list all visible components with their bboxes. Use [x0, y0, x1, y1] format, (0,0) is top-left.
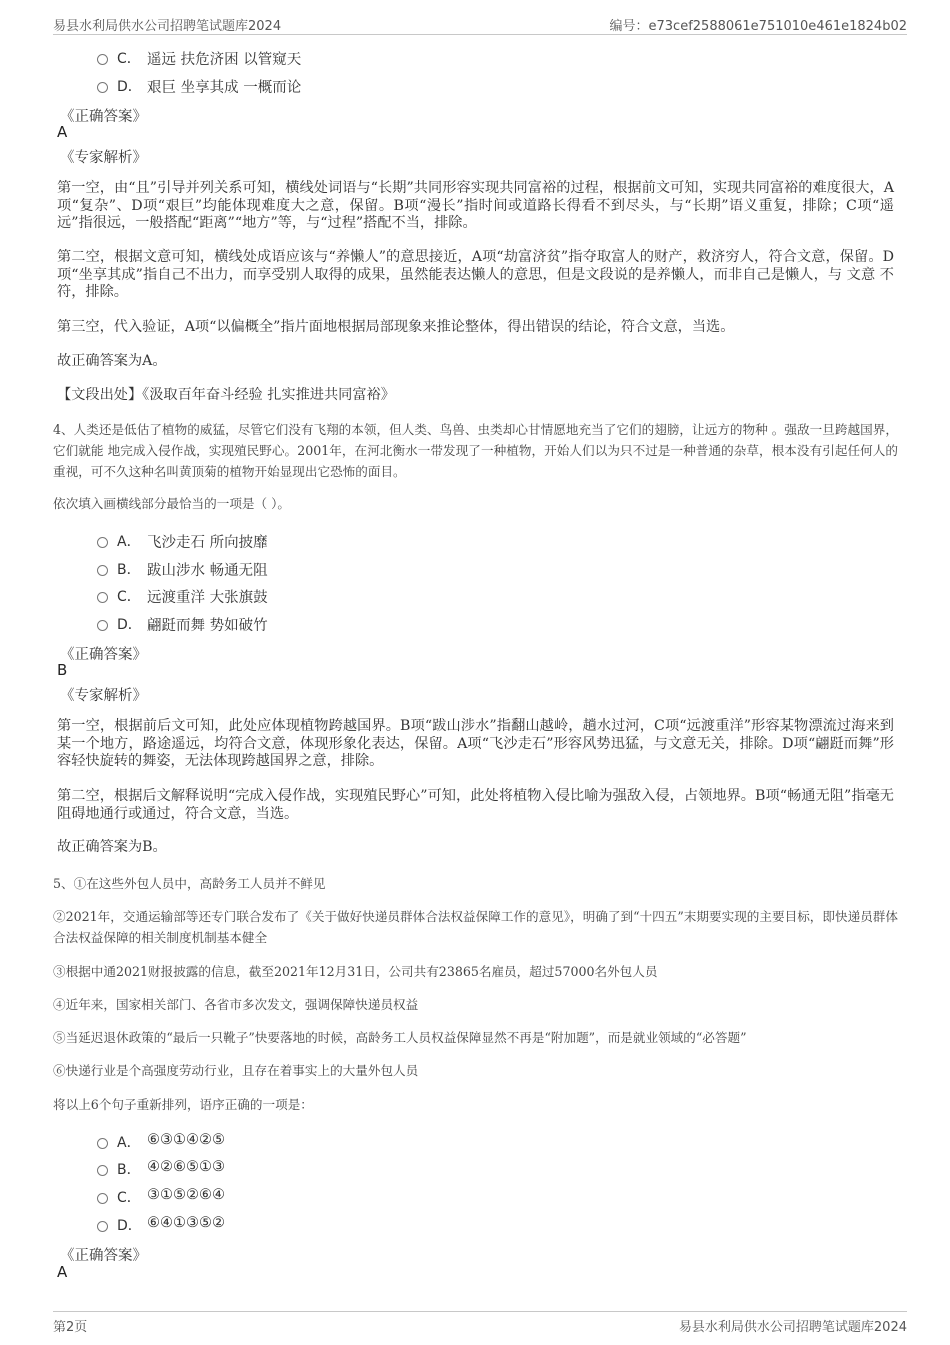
q4-analysis-label: 《专家解析》	[60, 688, 147, 704]
page-number: 第2页	[53, 1320, 88, 1335]
q3-analysis-p2: 第二空，根据文意可知，横线处成语应该与“养懒人”的意思接近，A项“劫富济贫”指夺取富人的财产，救济穷人，符合文意，保留。D项“坐享其成”指自己不出力，而享受别人取得的成果，虽然能表达懒人的意思，但是文段说的是养懒人，而非自己是懒人，与 文意 不符，排除。	[57, 249, 894, 300]
footer-title: 易县水利局供水公司招聘笔试题库2024	[678, 1320, 907, 1335]
radio-icon[interactable]	[97, 1221, 108, 1232]
q5-sentence-2: ②2021年，交通运输部等还专门联合发布了《关于做好快递员群体合法权益保障工作的意见》，明确了到“十四五”末期要实现的主要目标，即快递员群体合法权益保障的相关制度机制基本健全	[53, 909, 898, 945]
radio-icon[interactable]	[97, 54, 108, 65]
radio-icon[interactable]	[97, 82, 108, 93]
q4-answer: B	[57, 661, 68, 679]
radio-icon[interactable]	[97, 1193, 108, 1204]
q3-analysis-label: 《专家解析》	[60, 150, 147, 166]
radio-icon[interactable]	[97, 1138, 108, 1149]
radio-icon[interactable]	[97, 1165, 108, 1176]
q5-answer: A	[57, 1263, 68, 1281]
q4-analysis-p1: 第一空，根据前后文可知，此处应体现植物跨越国界。B项“跋山涉水”指翻山越岭，趟水过河，C项“远渡重洋”形容某物漂流过海来到某一个地方，路途遥远，均符合文意，体现形象化表达，保留。A项“飞沙走石”形容风势迅猛，与文意无关，排除。D项“翩跹而舞”形容轻快旋转的舞姿，无法体现跨越国界之意，排除。	[57, 718, 894, 769]
q3-source: 【文段出处】《汲取百年奋斗经验 扎实推进共同富裕》	[57, 387, 395, 403]
q5-answer-label: 《正确答案》	[60, 1248, 147, 1264]
q4-stem: 4、人类还是低估了植物的威猛，尽管它们没有飞翔的本领，但人类、鸟兽、虫类却心甘情愿地充当了它们的翅膀，让远方的物种 。强敌一旦跨越国界，它们就能 地完成入侵作战，实现殖民野心。2001年，在河北衡水一带发现了一种植物，开始人们以为只不过是一种普通的杂草，根本没有引起任何人的重视，可不久这种名叫黄顶菊的植物开始显现出它恐怖的面目。	[53, 422, 898, 479]
q5-sentence-5: ⑤当延迟退休政策的“最后一只靴子”快要落地的时候，高龄务工人员权益保障显然不再是“附加题”，而是就业领域的“必答题”	[53, 1030, 747, 1045]
q5-sentence-6: ⑥快递行业是个高强度劳动行业，且存在着事实上的大量外包人员	[53, 1063, 419, 1078]
radio-icon[interactable]	[97, 592, 108, 603]
page-footer	[53, 1311, 907, 1336]
q4-analysis-p3: 故正确答案为B。	[57, 839, 167, 855]
q5-prompt: 将以上6个句子重新排列，语序正确的一项是：	[53, 1097, 313, 1112]
q3-analysis-p4: 故正确答案为A。	[57, 353, 167, 369]
q5-sentence-3: ③根据中通2021财报披露的信息，截至2021年12月31日，公司共有23865名雇员，超过57000名外包人员	[53, 964, 658, 979]
q5-sentence-4: ④近年来，国家相关部门、各省市多次发文，强调保障快递员权益	[53, 997, 419, 1012]
q3-analysis-p3: 第三空，代入验证，A项“以偏概全”指片面地根据局部现象来推论整体，得出错误的结论，符合文意，当选。	[57, 319, 735, 335]
q3-answer: A	[57, 123, 68, 141]
radio-icon[interactable]	[97, 537, 108, 548]
q4-answer-label: 《正确答案》	[60, 647, 147, 663]
page-header	[53, 12, 907, 35]
q4-prompt: 依次填入画横线部分最恰当的一项是（ ）。	[53, 496, 290, 511]
header-serial: 编号：e73cef2588061e751010e461e1824b02	[609, 19, 907, 34]
q3-analysis-p1: 第一空，由“且”引导并列关系可知，横线处词语与“长期”共同形容实现共同富裕的过程，根据前文可知，实现共同富裕的难度很大，A项“复杂”、D项“艰巨”均能体现难度大之意，保留。B项“漫长”指时间或道路长得看不到尽头，与“长期”语义重复，排除；C项“遥远”指很远，一般搭配“距离”“地方”等，与“过程”搭配不当，排除。	[57, 180, 894, 231]
header-title: 易县水利局供水公司招聘笔试题库2024	[53, 19, 282, 34]
q4-analysis-p2: 第二空，根据后文解释说明“完成入侵作战，实现殖民野心”可知，此处将植物入侵比喻为强敌入侵，占领地界。B项“畅通无阻”指毫无阻碍地通行或通过，符合文意，当选。	[57, 788, 894, 822]
q5-sentence-1: 5、①在这些外包人员中，高龄务工人员并不鲜见	[53, 876, 326, 891]
radio-icon[interactable]	[97, 565, 108, 576]
q3-answer-label: 《正确答案》	[60, 109, 147, 125]
radio-icon[interactable]	[97, 620, 108, 631]
